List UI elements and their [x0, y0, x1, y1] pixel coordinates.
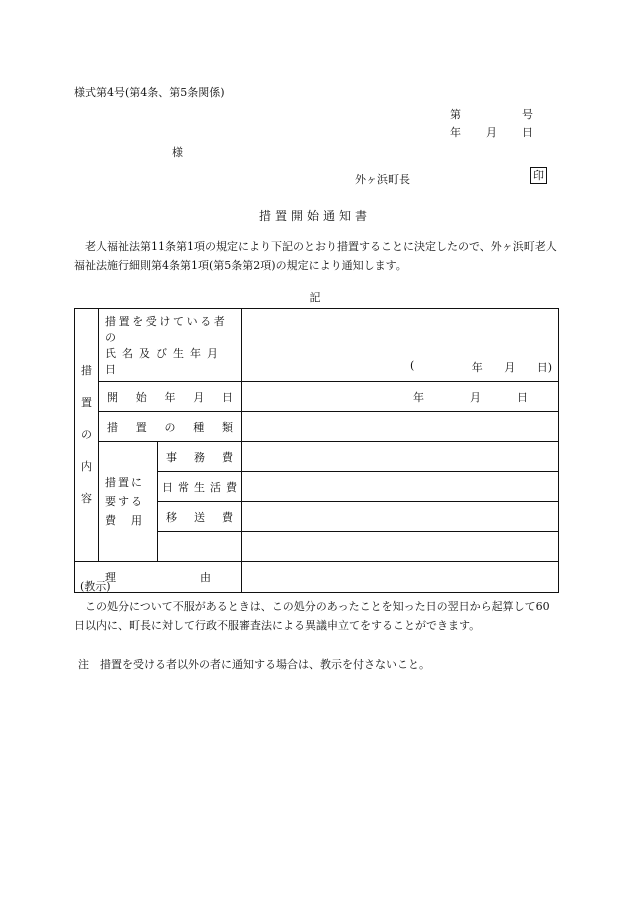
addressee: 様: [172, 146, 183, 159]
side-char: 措: [81, 364, 92, 377]
name-label-cell: [99, 309, 242, 382]
label-char: 開: [107, 390, 118, 404]
label-char: 理: [105, 571, 116, 584]
form-label: 様式第4号(第4条、第5条関係): [74, 86, 225, 99]
cost-value-blank: [242, 532, 559, 562]
cost-item-transport: [158, 502, 242, 532]
number-prefix: 第: [450, 108, 461, 121]
document-title: 措置開始通知書: [258, 209, 371, 223]
label-char: 年: [164, 390, 176, 404]
date-year: 年: [450, 126, 461, 139]
birth-open: (: [410, 359, 415, 372]
label-char: 置: [135, 420, 147, 434]
cost-label-line: 措置に: [105, 476, 144, 489]
name-value-cell: [242, 309, 559, 382]
label-char: 生: [194, 480, 205, 494]
label-char: の: [164, 420, 176, 434]
label-char: 月: [193, 390, 205, 404]
start-date-cell: [242, 382, 559, 412]
start-day: 日: [517, 390, 528, 404]
label-char: 常: [178, 480, 189, 494]
cost-value-office: [242, 442, 559, 472]
date-month: 月: [486, 126, 497, 139]
label-char: 日: [222, 390, 233, 404]
label-char: 種: [193, 420, 205, 434]
side-label-cell: [75, 309, 99, 562]
date-day: 日: [522, 126, 533, 139]
measures-table: [74, 308, 559, 593]
cost-label-line: 費 用: [105, 514, 144, 527]
label-char: 日: [162, 480, 173, 494]
instruction-heading: (教示): [80, 580, 111, 593]
side-char: 内: [81, 460, 92, 473]
ki-heading: 記: [309, 291, 321, 304]
label-char: 費: [226, 480, 237, 494]
cost-item-daily: [158, 472, 242, 502]
footnote: 注 措置を受ける者以外の者に通知する場合は、教示を付さないこと。: [78, 658, 430, 671]
cost-label-cell: [99, 442, 158, 562]
label-char: 務: [194, 450, 205, 464]
label-char: 費: [222, 510, 233, 524]
label-char: 活: [210, 480, 221, 494]
side-char: 容: [81, 492, 92, 505]
start-month: 月: [470, 390, 481, 404]
birth-year: 年: [471, 361, 483, 374]
instruction-text: この処分について不服があるときは、この処分のあったことを知った日の翌日から起算して60日以内に、町長に対して行政不服審査法による異議申立てをすることができます。: [74, 600, 550, 632]
name-label-line2: 氏名及び生年月日: [105, 347, 224, 376]
birth-day: 日): [536, 361, 552, 374]
label-char: 措: [107, 420, 118, 434]
label-char: 由: [200, 571, 211, 584]
start-year: 年: [413, 390, 424, 404]
label-char: 事: [166, 450, 177, 464]
side-char: 置: [81, 396, 92, 409]
seal-stamp: 印: [530, 167, 547, 184]
type-label-cell: [99, 412, 242, 442]
cost-item-blank: [158, 532, 242, 562]
issuer-mayor: 外ヶ浜町長: [355, 173, 410, 186]
cost-label-line: 要する: [105, 495, 144, 508]
label-char: 費: [222, 450, 233, 464]
label-char: 移: [166, 510, 177, 524]
side-char: の: [81, 428, 92, 441]
cost-item-office: [158, 442, 242, 472]
birth-date: [410, 359, 552, 375]
cost-value-transport: [242, 502, 559, 532]
number-suffix: 号: [522, 108, 533, 121]
reason-value-cell: [242, 562, 559, 593]
start-label-cell: [99, 382, 242, 412]
label-char: 送: [194, 510, 205, 524]
label-char: 始: [135, 390, 147, 404]
cost-value-daily: [242, 472, 559, 502]
notice-body: 老人福祉法第11条第1項の規定により下記のとおり措置することに決定したので、外ヶ浜町老人福祉法施行細則第4条第1項(第5条第2項)の規定により通知します。: [74, 240, 557, 272]
start-date: [242, 389, 558, 405]
label-char: 類: [222, 420, 233, 434]
birth-month: 月: [504, 361, 516, 374]
type-value-cell: [242, 412, 559, 442]
name-label-line1: 措置を受けている者の: [105, 315, 228, 344]
